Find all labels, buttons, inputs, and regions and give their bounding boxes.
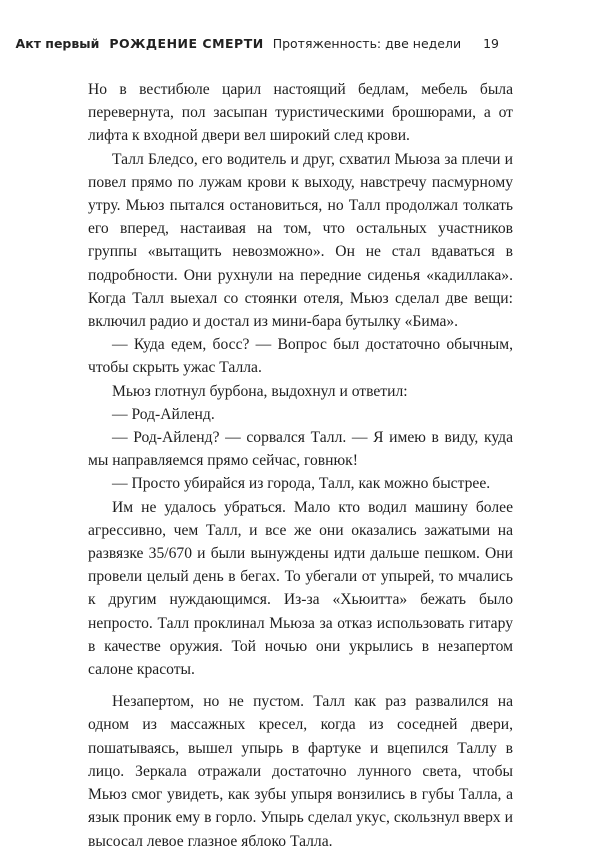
paragraph: Мьюз глотнул бурбона, выдохнул и ответил:: [112, 382, 408, 400]
paragraph: — Род-Айленд.: [112, 405, 215, 423]
paragraph: Незапертом, но не пустом. Талл как раз развалился на одном из массажных кресел, когда из соседней двери, пошатываясь, вышел упырь в фартуке и вцепился Таллу в лицо. Зеркала отражали достаточно лунного света, чтобы Мьюз смог увидеть, как зубы упыря вонзились в губы Талла, а язык проник ему в горло. Упырь сделал укус, скользнул вверх и высосал левое глазное яблоко Талла.: [88, 693, 513, 850]
paragraph: — Просто убирайся из города, Талл, как можно быстрее.: [112, 475, 491, 493]
paragraph: Им не удалось убраться. Мало кто водил машину более агрессивно, чем Талл, и все же они оказались зажатыми на развязке 35/670 и были вынуждены идти дальше пешком. Они провели целый день в бегах. То убегали от упырей, то мчались к другим нуждающимся. Из-за «Хьюитта» бежать было непросто. Талл проклинал Мьюза за отказ использовать гитару в качестве оружия. Той ночью они укрылись в незапертом салоне красоты.: [88, 498, 513, 679]
paragraph: Но в вестибюле царил настоящий бедлам, мебель была перевернута, пол засыпан туристическими брошюрами, а от лифта к входной двери вел широкий след крови.: [88, 81, 513, 145]
page-body-text: [88, 78, 513, 853]
header-act: Акт первый: [15, 36, 100, 51]
paragraph: — Куда едем, босс? — Вопрос был достаточно обычным, чтобы скрыть ужас Талла.: [88, 336, 513, 377]
page-number: 19: [483, 36, 499, 51]
header-part-title: РОЖДЕНИЕ СМЕРТИ: [109, 36, 264, 51]
paragraph: — Род-Айленд? — сорвался Талл. — Я имею в виду, куда мы направляемся прямо сейчас, говнюк!: [88, 429, 513, 470]
running-header: [16, 36, 499, 51]
header-duration: Протяженность: две недели: [272, 36, 462, 51]
paragraph: Талл Бледсо, его водитель и друг, схватил Мьюза за плечи и повел прямо по лужам крови к выходу, навстречу пасмурному утру. Мьюз пытался остановиться, но Талл продолжал толкать его вперед, настаивая на том, что остальных участников группы «вытащить невозможно». Он не стал вдаваться в подробности. Они рухнули на передние сиденья «кадиллака». Когда Талл выехал со стоянки отеля, Мьюз сделал две вещи: включил радио и достал из мини-бара бутылку «Бима».: [88, 150, 513, 331]
